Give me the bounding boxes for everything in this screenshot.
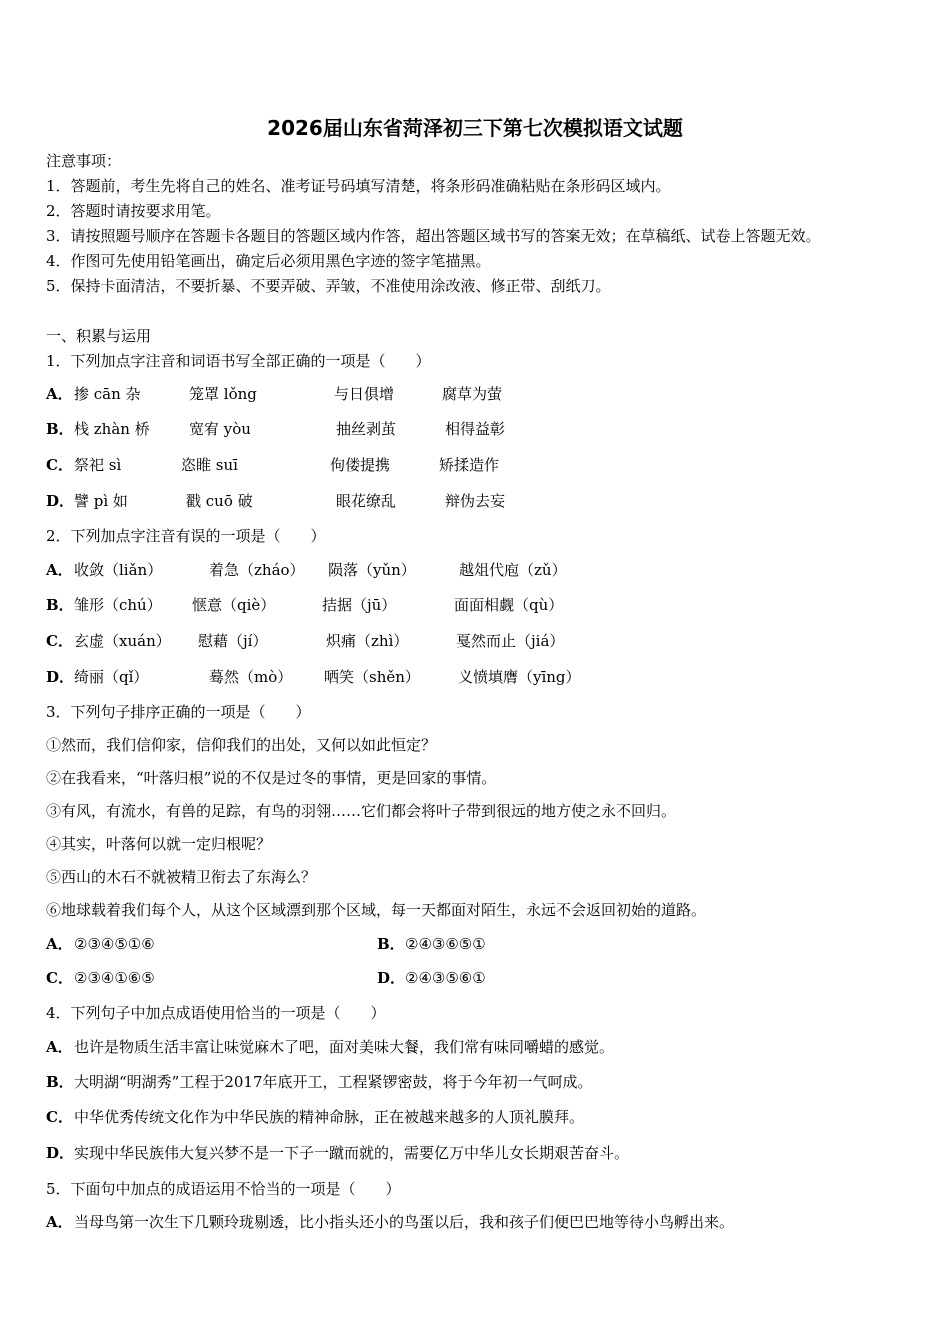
q2-option-a xyxy=(46,560,906,580)
sentence: ①然而，我们信仰家，信仰我们的出处，又何以如此恒定？ xyxy=(46,736,437,754)
q1-option-a xyxy=(46,384,906,404)
q1-option-b xyxy=(46,419,906,439)
option-text: ②④③⑥⑤① xyxy=(405,935,486,953)
option-label: A． xyxy=(46,385,73,403)
option-cell: 恣睢 suī xyxy=(181,456,238,474)
option-label: B． xyxy=(377,935,405,953)
option-cell: 栈 zhàn 桥 xyxy=(74,420,150,438)
notice-item: 3．请按照题号顺序在答题卡各题目的答题区域内作答，超出答题区域书写的答案无效；在草稿纸、试卷上答题无效。 xyxy=(46,227,821,245)
option-cell: 抽丝剥茧 xyxy=(336,420,397,438)
option-cell: 惬意（qiè） xyxy=(192,596,276,614)
q3-option-row xyxy=(46,934,906,954)
option-cell: 义愤填膺（yīng） xyxy=(458,668,581,686)
q2-option-c xyxy=(46,631,906,651)
question-stem: 4．下列句子中加点成语使用恰当的一项是（ ） xyxy=(46,1004,386,1022)
option-cell: 佝偻提携 xyxy=(330,456,391,474)
q1-option-d xyxy=(46,491,906,511)
sentence: ③有风，有流水，有兽的足踪，有鸟的羽翎……它们都会将叶子带到很远的地方使之永不回归。 xyxy=(46,802,677,820)
option-label: A． xyxy=(46,1038,73,1056)
option-label: A． xyxy=(46,561,73,579)
q4-option-c xyxy=(46,1107,906,1127)
option-text: 也许是物质生活丰富让味觉麻木了吧，面对美味大餐，我们常有味同嚼蜡的感觉。 xyxy=(74,1038,615,1056)
option-label: C． xyxy=(46,632,73,650)
notice-item: 2．答题时请按要求用笔。 xyxy=(46,202,221,220)
option-label: C． xyxy=(46,1108,73,1126)
notice-heading: 注意事项： xyxy=(46,152,122,170)
option-text: 实现中华民族伟大复兴梦不是一下子一蹴而就的，需要亿万中华儿女长期艰苦奋斗。 xyxy=(74,1144,630,1162)
option-text: 当母鸟第一次生下几颗玲珑剔透，比小指头还小的鸟蛋以后，我和孩子们便巴巴地等待小鸟孵出来。 xyxy=(74,1213,735,1231)
option-cell: 慰藉（jí） xyxy=(198,632,268,650)
option-cell: 掺 cān 杂 xyxy=(74,385,141,403)
sentence: ④其实，叶落何以就一定归根呢？ xyxy=(46,835,272,853)
notice-item: 1．答题前，考生先将自己的姓名、准考证号码填写清楚，将条形码准确粘贴在条形码区域内。 xyxy=(46,177,671,195)
notice-item: 5．保持卡面清洁，不要折暴、不要弄破、弄皱，不准使用涂改液、修正带、刮纸刀。 xyxy=(46,277,611,295)
option-label: D． xyxy=(46,668,75,686)
option-cell: 哂笑（shěn） xyxy=(324,668,420,686)
option-cell: 玄虚（xuán） xyxy=(74,632,171,650)
option-text: ②③④①⑥⑤ xyxy=(74,969,155,987)
option-label: B． xyxy=(46,596,74,614)
sentence: ⑥地球载着我们每个人，从这个区域漂到那个区域，每一天都面对陌生，永远不会返回初始的道路。 xyxy=(46,901,707,919)
option-cell: 蓦然（mò） xyxy=(209,668,293,686)
q4-option-b xyxy=(46,1072,906,1092)
option-label: C． xyxy=(46,456,73,474)
option-cell: 腐草为萤 xyxy=(442,385,503,403)
q2-option-d xyxy=(46,667,906,687)
option-cell: 收敛（liǎn） xyxy=(74,561,163,579)
option-cell: 矫揉造作 xyxy=(439,456,500,474)
option-cell: 祭祀 sì xyxy=(74,456,122,474)
section-heading: 一、积累与运用 xyxy=(46,327,152,345)
option-label: D． xyxy=(377,969,406,987)
option-label: B． xyxy=(46,420,74,438)
option-cell: 戛然而止（jiá） xyxy=(456,632,565,650)
q5-option-a xyxy=(46,1212,906,1232)
option-cell: 陨落（yǔn） xyxy=(328,561,416,579)
option-text: 中华优秀传统文化作为中华民族的精神命脉，正在被越来越多的人顶礼膜拜。 xyxy=(74,1108,585,1126)
option-cell: 眼花缭乱 xyxy=(336,492,397,510)
option-cell: 雏形（chú） xyxy=(74,596,162,614)
q2-option-b xyxy=(46,595,906,615)
q3-option-row xyxy=(46,968,906,988)
option-label: A． xyxy=(46,935,73,953)
option-cell: 与日俱增 xyxy=(334,385,395,403)
option-cell: 面面相觑（qù） xyxy=(454,596,564,614)
option-cell: 辩伪去妄 xyxy=(445,492,506,510)
option-label: A． xyxy=(46,1213,73,1231)
question-stem: 1．下列加点字注音和词语书写全部正确的一项是（ ） xyxy=(46,352,431,370)
option-cell: 着急（zháo） xyxy=(209,561,305,579)
option-cell: 笼罩 lǒng xyxy=(189,385,257,403)
option-cell: 相得益彰 xyxy=(445,420,506,438)
q1-option-c xyxy=(46,455,906,475)
option-cell: 戳 cuō 破 xyxy=(186,492,253,510)
sentence: ②在我看来，“叶落归根”说的不仅是过冬的事情，更是回家的事情。 xyxy=(46,769,497,787)
option-label: B． xyxy=(46,1073,74,1091)
sentence: ⑤西山的木石不就被精卫衔去了东海么？ xyxy=(46,868,317,886)
option-cell: 炽痛（zhì） xyxy=(326,632,409,650)
option-cell: 譬 pì 如 xyxy=(74,492,128,510)
question-stem: 5．下面句中加点的成语运用不恰当的一项是（ ） xyxy=(46,1180,401,1198)
question-stem: 3．下列句子排序正确的一项是（ ） xyxy=(46,703,311,721)
page-title: 2026届山东省菏泽初三下第七次模拟语文试题 xyxy=(267,116,683,140)
option-text: 大明湖“明湖秀”工程于2017年底开工，工程紧锣密鼓，将于今年初一气呵成。 xyxy=(74,1073,593,1091)
option-label: D． xyxy=(46,492,75,510)
notice-item: 4．作图可先使用铅笔画出，确定后必须用黑色字迹的签字笔描黑。 xyxy=(46,252,491,270)
option-label: C． xyxy=(46,969,73,987)
option-cell: 绮丽（qǐ） xyxy=(74,668,149,686)
option-cell: 宽宥 yòu xyxy=(189,420,251,438)
q4-option-a xyxy=(46,1037,906,1057)
q4-option-d xyxy=(46,1143,906,1163)
option-text: ②④③⑤⑥① xyxy=(405,969,486,987)
option-text: ②③④⑤①⑥ xyxy=(74,935,155,953)
option-cell: 越俎代庖（zǔ） xyxy=(459,561,567,579)
question-stem: 2．下列加点字注音有误的一项是（ ） xyxy=(46,527,326,545)
option-cell: 拮据（jū） xyxy=(322,596,397,614)
option-label: D． xyxy=(46,1144,75,1162)
